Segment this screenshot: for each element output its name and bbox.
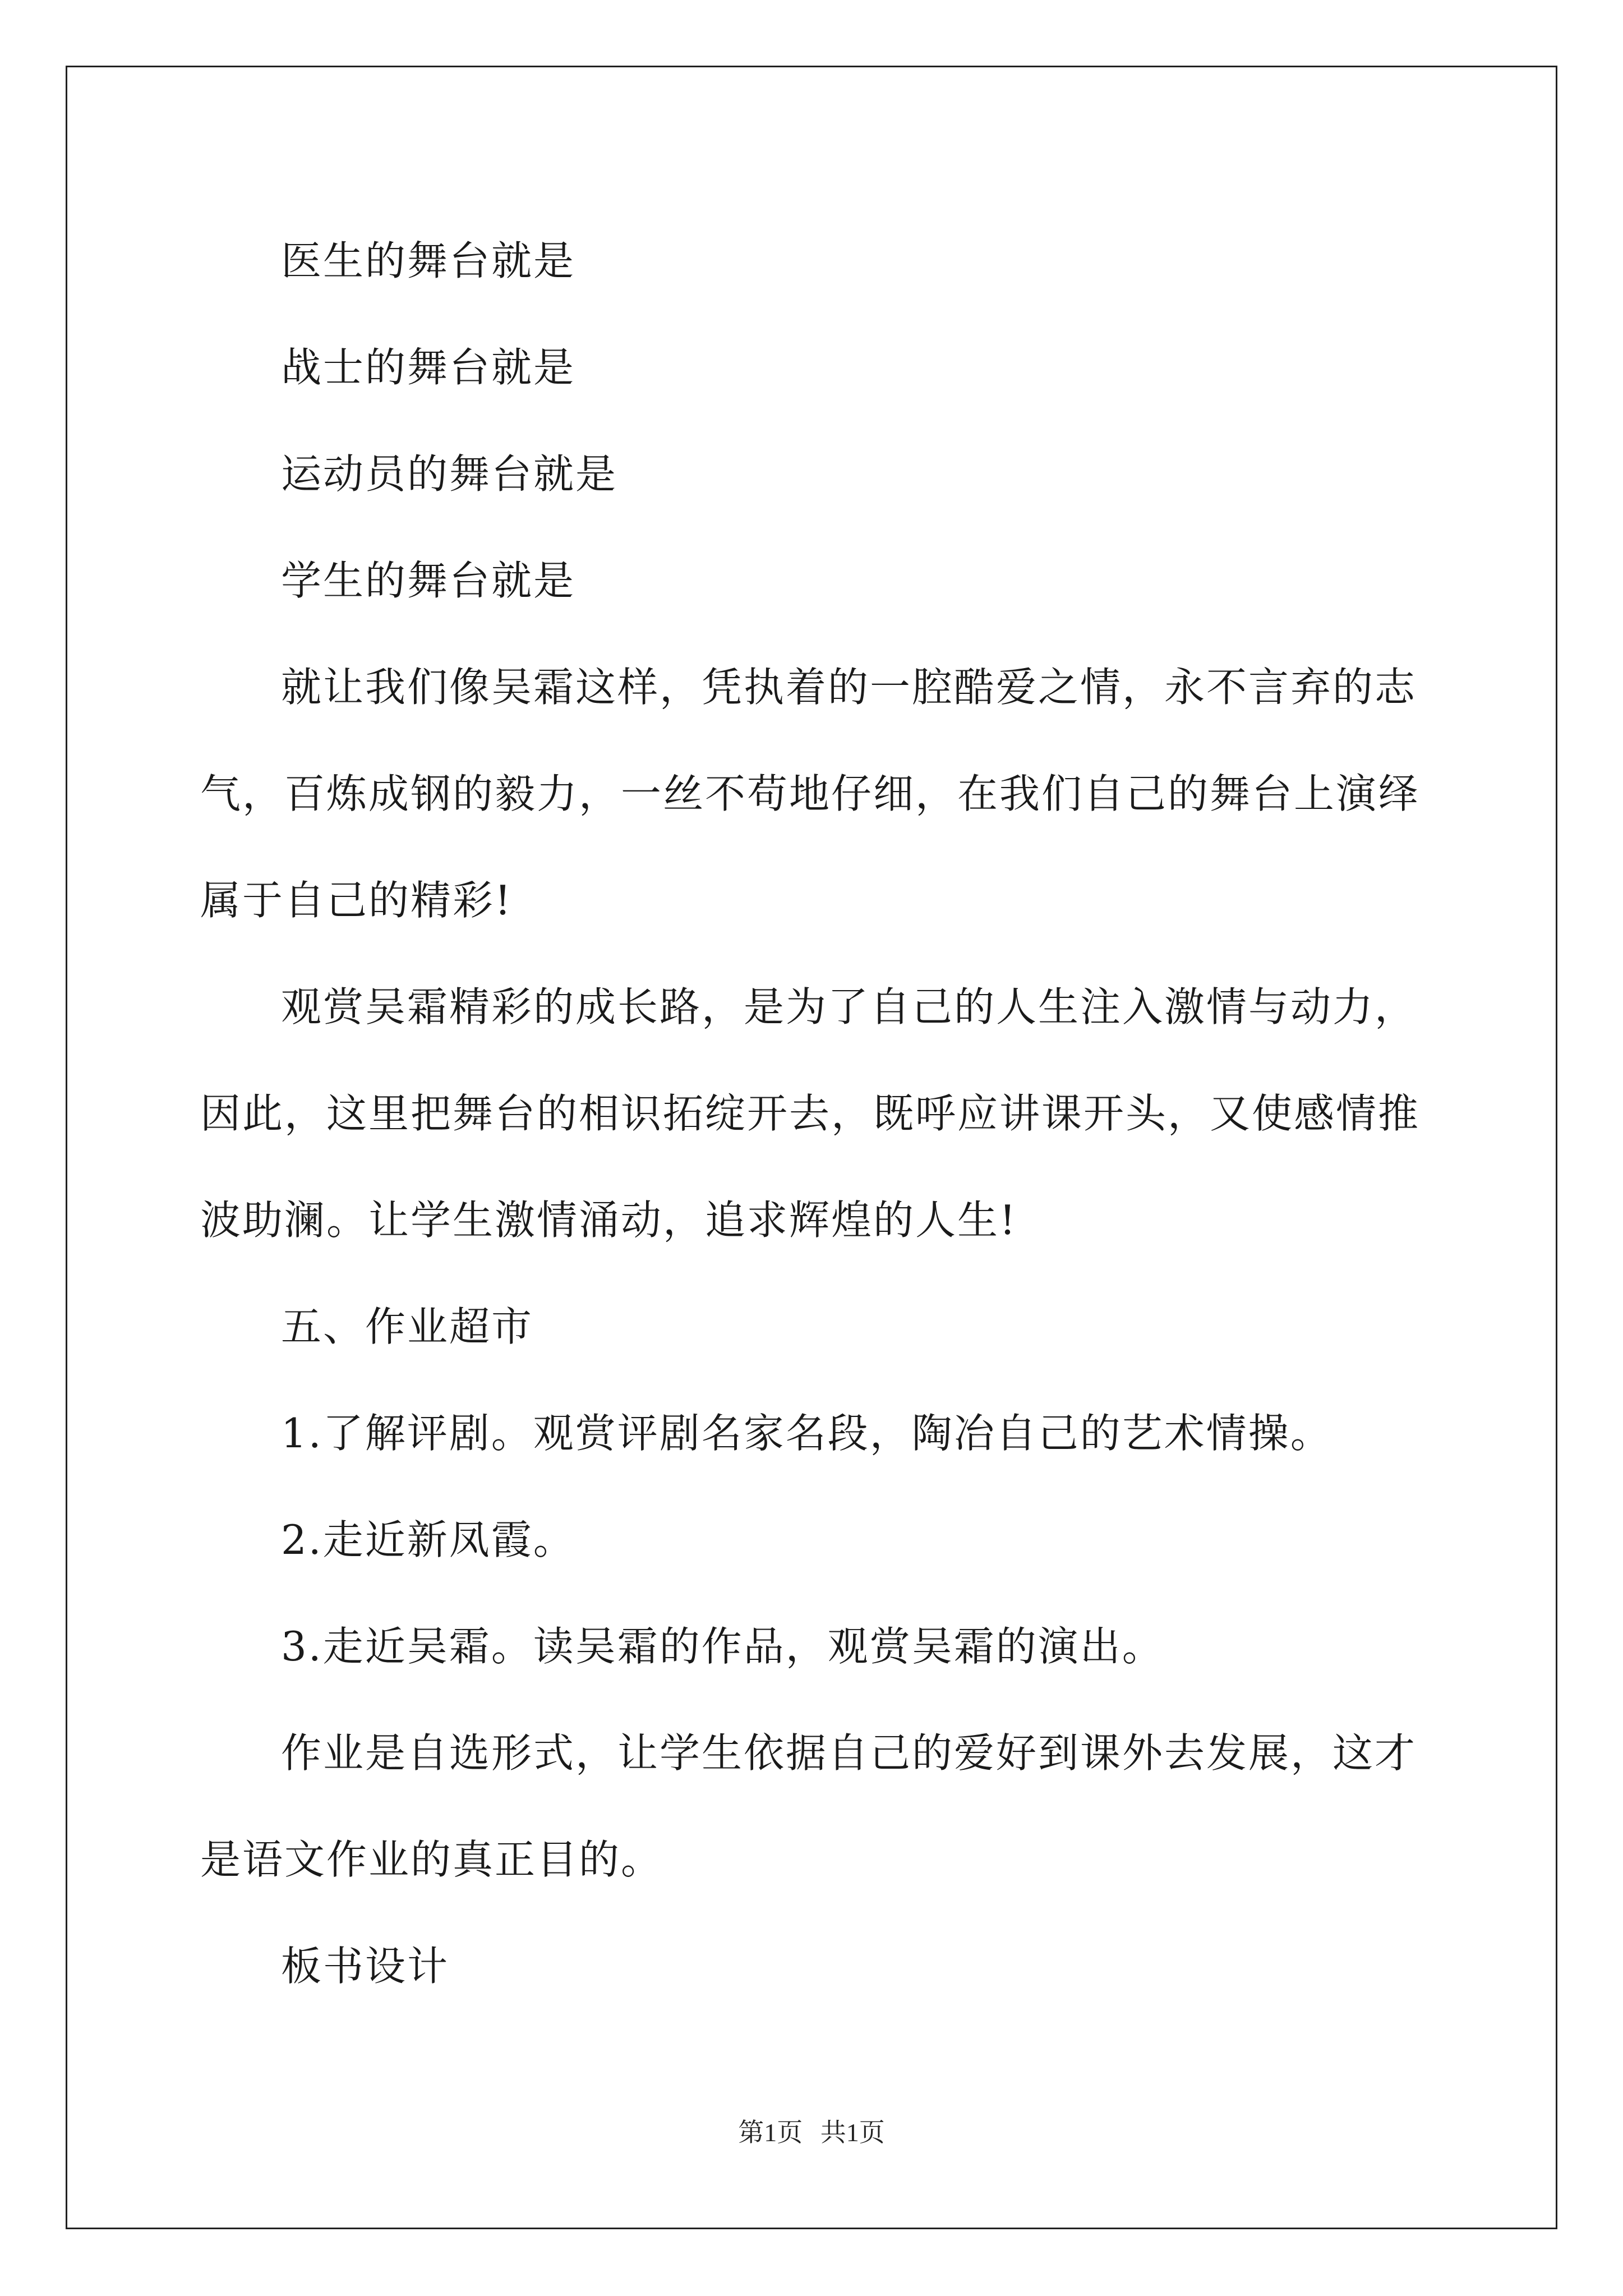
section-heading-homework: 五、作业超市 xyxy=(281,1303,534,1350)
homework-item-1: 1.了解评剧。观赏评剧名家名段，陶冶自己的艺术情操。 xyxy=(281,1410,1332,1457)
page-total: 共1页 xyxy=(820,2118,885,2147)
paragraph-homework-note: 作业是自选形式，让学生依据自己的爱好到课外去发展，这才是语文作业的真正目的。 xyxy=(200,1729,1417,1883)
line-soldier: 战士的舞台就是 xyxy=(281,344,576,391)
paragraph-inspiration: 就让我们像吴霜这样，凭执着的一腔酷爱之情，永不言弃的志气，百炼成钢的毅力，一丝不苟地仔细，在我们自己的舞台上演绎属于自己的精彩! xyxy=(200,664,1421,924)
paragraph-commentary: 观赏吴霜精彩的成长路，是为了自己的人生注入激情与动力，因此，这里把舞台的相识拓绽开去，既呼应讲课开头，又使感情推波助澜。让学生激情涌动，追求辉煌的人生! xyxy=(200,983,1421,1244)
page-footer xyxy=(0,2112,1623,2149)
line-doctor: 医生的舞台就是 xyxy=(281,237,576,284)
line-student: 学生的舞台就是 xyxy=(281,557,576,604)
homework-item-2: 2.走近新凤霞。 xyxy=(281,1516,575,1563)
homework-item-3: 3.走近吴霜。读吴霜的作品，观赏吴霜的演出。 xyxy=(281,1623,1164,1670)
line-athlete: 运动员的舞台就是 xyxy=(281,450,618,498)
page-number: 第1页 xyxy=(738,2118,803,2147)
section-heading-board-design: 板书设计 xyxy=(281,1943,450,1990)
document-body xyxy=(200,208,1456,2019)
